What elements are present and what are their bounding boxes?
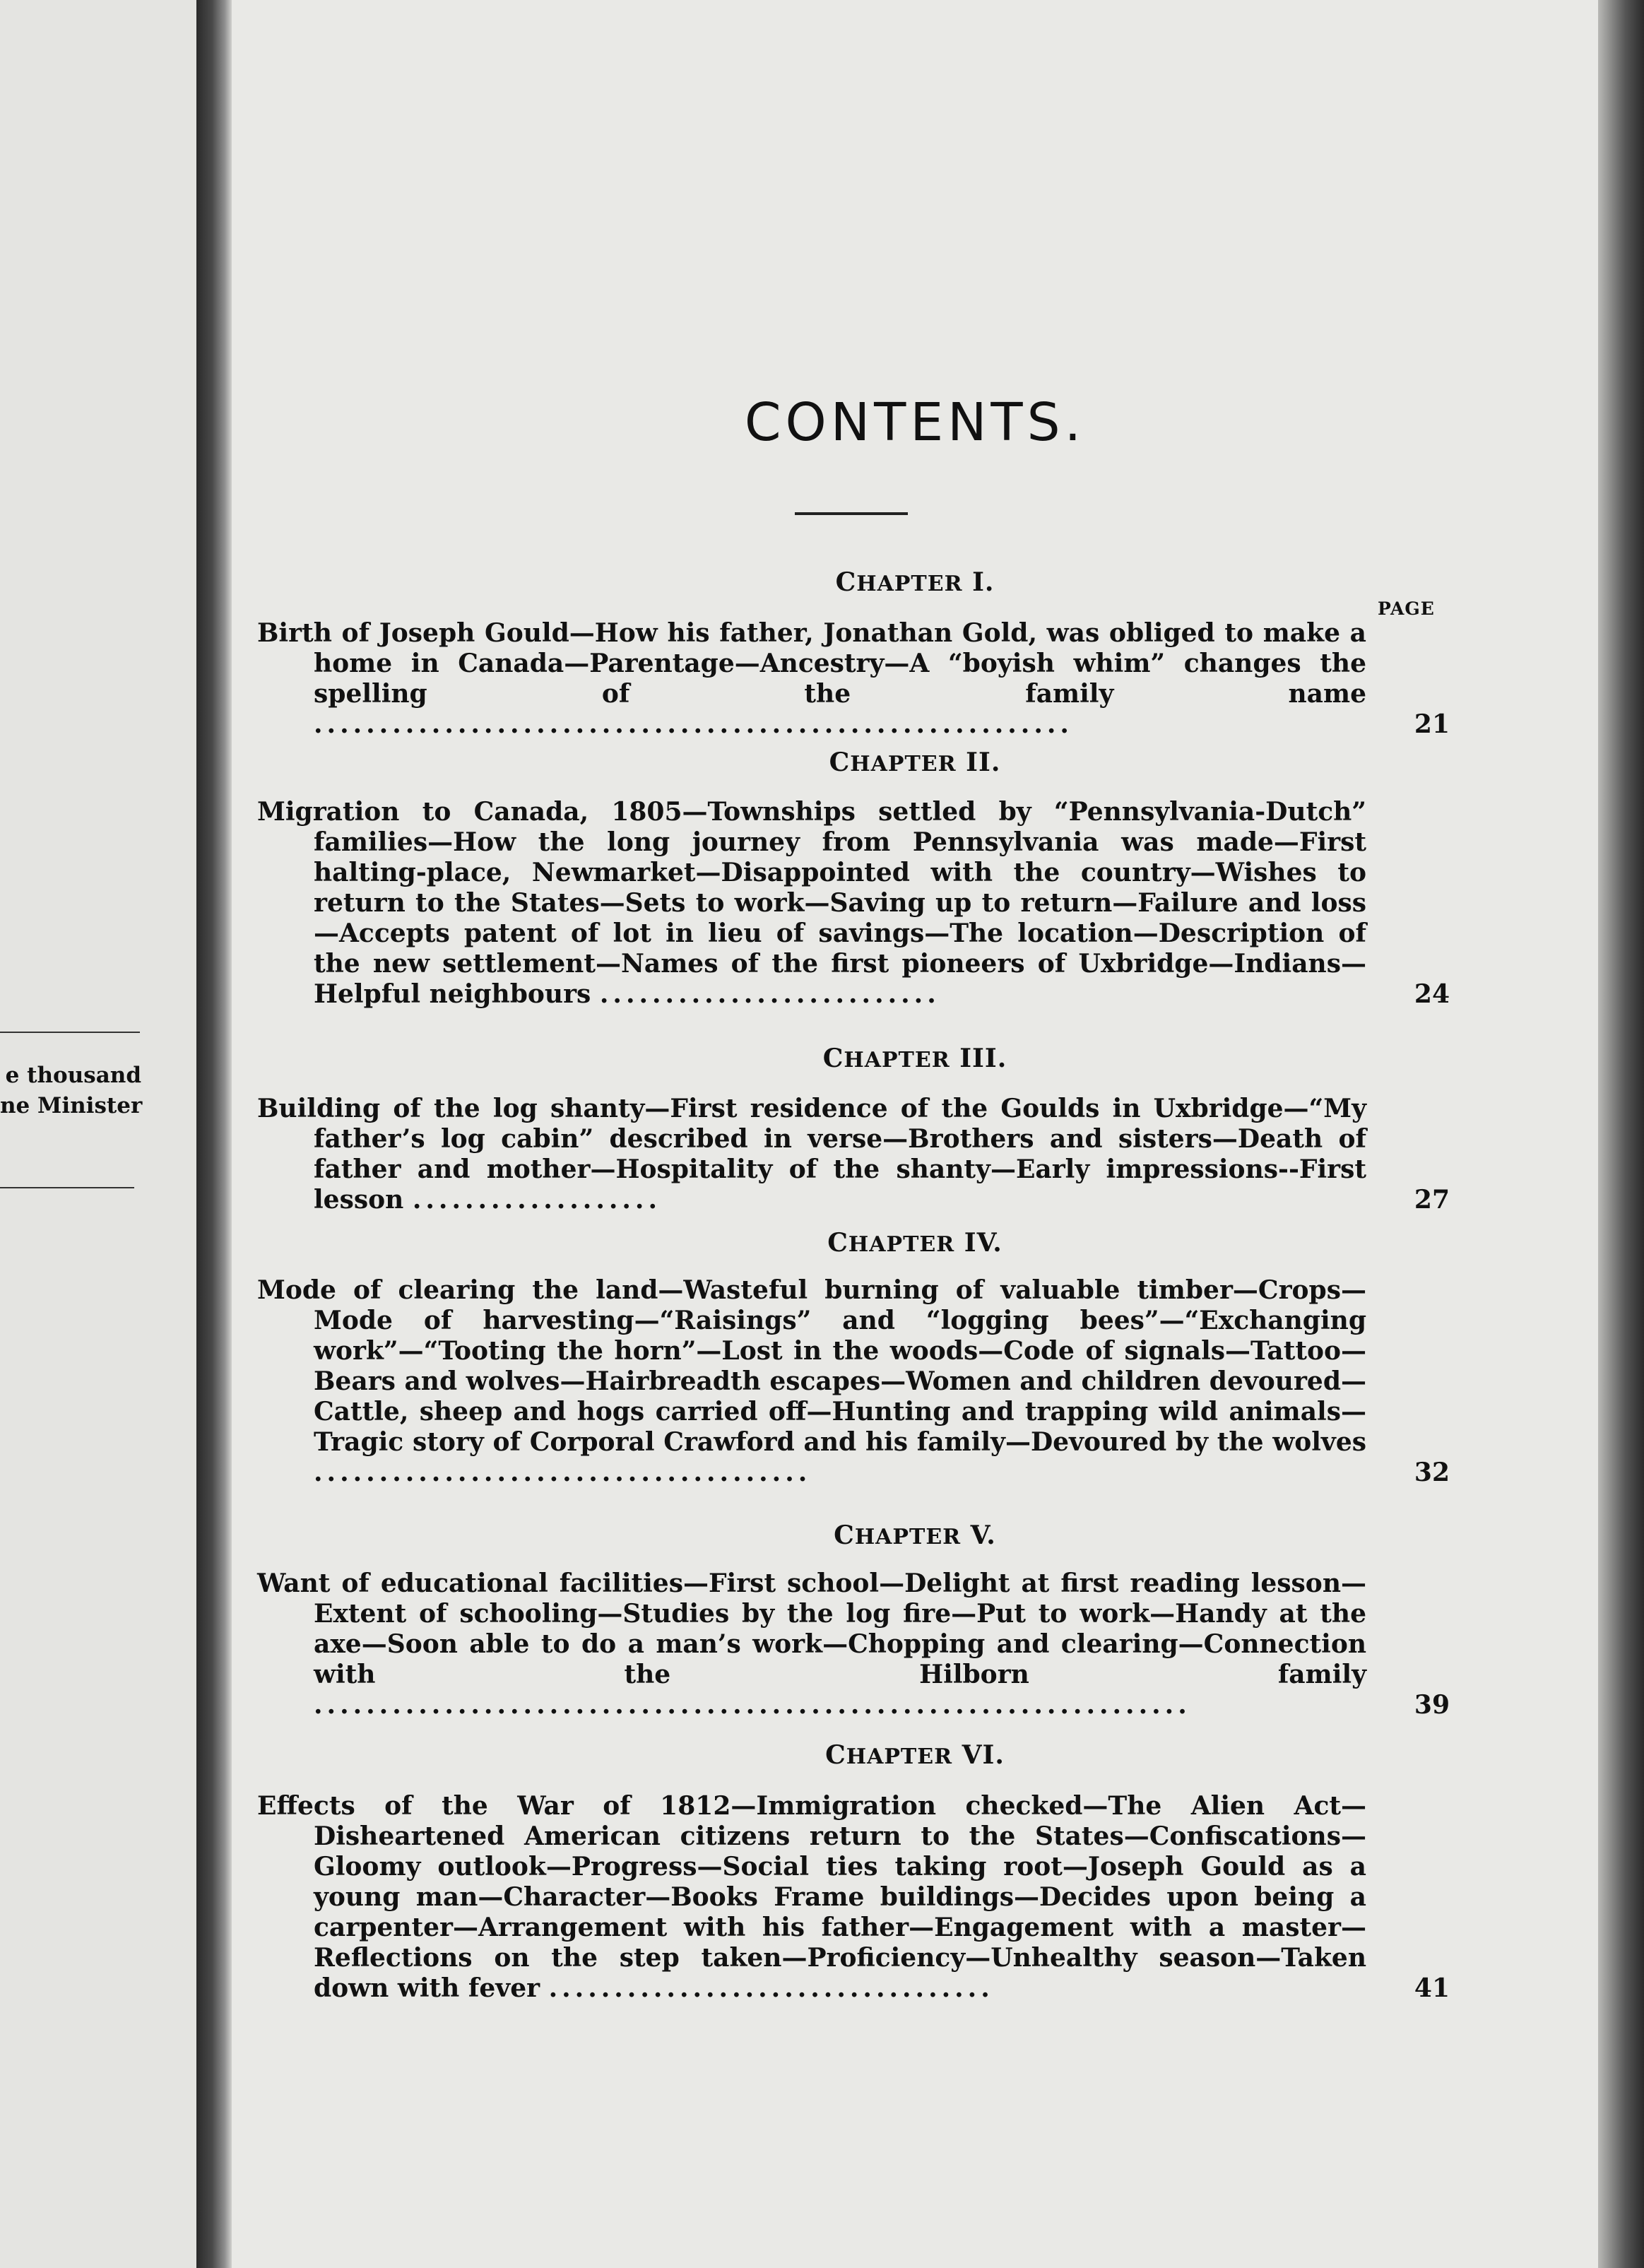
facing-page-rule-top xyxy=(0,1032,140,1033)
chapter-2-text: Migration to Canada, 1805—Townships settled by “Pennsylvania-Dutch” families—How the long journey from Pennsylvania was made—First halting-place, Newmarket—Disappointed with the country—Wishes to return to the States—Sets to work—Saving up to return—Failure and loss—Accepts patent of lot in lieu of savings—The location—Description of the new settlement—Names of the first pioneers of Uxbridge—Indians—Helpful neighbours xyxy=(257,797,1366,1009)
page-right-edge xyxy=(1598,0,1644,2268)
leader-dots: .......................................................... xyxy=(314,709,1073,739)
page-column-label: PAGE xyxy=(1378,598,1435,619)
leader-dots: ...................................... xyxy=(314,1458,812,1487)
facing-page xyxy=(0,0,196,2268)
chapter-6-heading: CHAPTER VI. xyxy=(825,1740,1005,1770)
contents-page xyxy=(232,0,1598,2268)
chapter-5-text: Want of educational facilities—First school—Delight at first reading lesson—Extent of schooling—Studies by the log fire—Put to work—Handy at the axe—Soon able to do a man’s work—Chopping and clearing—Connection with the Hilborn family xyxy=(257,1569,1366,1689)
chapter-5-heading: CHAPTER V. xyxy=(834,1520,996,1550)
facing-page-line-2: ne Minister xyxy=(0,1093,143,1118)
chapter-3-heading: CHAPTER III. xyxy=(822,1044,1007,1073)
chapter-6-summary xyxy=(257,1791,1450,2004)
chapter-3-summary xyxy=(257,1094,1450,1215)
page-title: CONTENTS. xyxy=(744,392,1086,453)
chapter-4-page: 32 xyxy=(1414,1458,1450,1487)
chapter-1-page: 21 xyxy=(1414,709,1450,739)
chapter-4-heading: CHAPTER IV. xyxy=(827,1228,1003,1258)
facing-page-line-1: e thousand xyxy=(5,1063,141,1088)
chapter-4-text: Mode of clearing the land—Wasteful burning of valuable timber—Crops—Mode of harvesting—“Raisings” and “logging bees”—“Exchanging work”—“Tooting the horn”—Lost in the woods—Code of signals—Tattoo—Bears and wolves—Hairbreadth escapes—Women and children devoured—Cattle, sheep and hogs carried off—Hunting and trapping wild animals—Tragic story of Corporal Crawford and his family—Devoured by the wolves xyxy=(257,1275,1366,1457)
facing-page-rule-bottom xyxy=(0,1187,134,1188)
chapter-3-page: 27 xyxy=(1414,1185,1450,1215)
leader-dots: ................... xyxy=(412,1185,661,1215)
chapter-1-heading: CHAPTER I. xyxy=(835,567,995,597)
leader-dots: .................................. xyxy=(548,1973,994,2003)
chapter-6-page: 41 xyxy=(1414,1973,1450,2003)
chapter-6-text: Effects of the War of 1812—Immigration checked—The Alien Act—Disheartened American citizens return to the States—Confiscations—Gloomy outlook—Progress—Social ties taking root—Joseph Gould as a young man—Character—Books Frame buildings—Decides upon being a carpenter—Arrangement with his father—Engagement with a master—Reflections on the step taken—Proficiency—Unhealthy season—Taken down with fever xyxy=(257,1791,1366,2003)
leader-dots: ................................................................... xyxy=(314,1690,1191,1720)
chapter-5-page: 39 xyxy=(1414,1690,1450,1720)
chapter-2-heading: CHAPTER II. xyxy=(829,748,1001,777)
chapter-5-summary xyxy=(257,1569,1450,1720)
chapter-2-summary xyxy=(257,797,1450,1010)
leader-dots: .......................... xyxy=(599,979,940,1009)
chapter-1-summary xyxy=(257,618,1450,740)
book-gutter xyxy=(196,0,232,2268)
chapter-2-page: 24 xyxy=(1414,979,1450,1009)
chapter-3-text: Building of the log shanty—First residence of the Goulds in Uxbridge—“My father’s log cabin” described in verse—Brothers and sisters—Death of father and mother—Hospitality of the shanty—Early impressions--First lesson xyxy=(257,1094,1366,1215)
chapter-4-summary xyxy=(257,1275,1450,1488)
title-rule xyxy=(795,512,908,515)
chapter-1-text: Birth of Joseph Gould—How his father, Jonathan Gold, was obliged to make a home in Canada—Parentage—Ancestry—A “boyish whim” changes the spelling of the family name xyxy=(257,618,1366,709)
